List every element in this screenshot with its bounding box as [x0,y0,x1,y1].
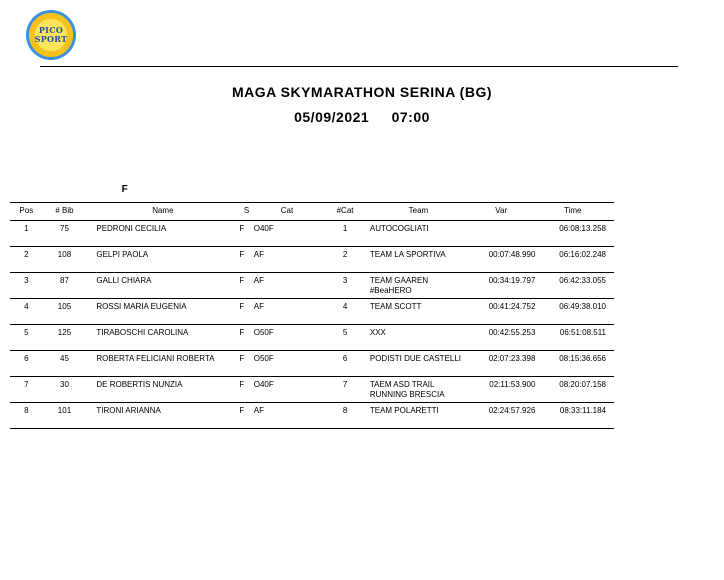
event-datetime [0,109,724,125]
event-time: 07:00 [391,109,430,125]
cell-category-rank: 5 [320,325,370,351]
cell-pos: 2 [10,247,43,273]
cell-team: TEAM LA SPORTIVA [370,247,467,273]
cell-name: GALLI CHIARA [86,273,239,299]
cell-gap: 02:11:53.900 [467,377,539,403]
table-row [10,403,614,429]
cell-bib: 101 [43,403,87,429]
cell-time: 06:51:08.511 [539,325,614,351]
cell-pos: 5 [10,325,43,351]
cell-name: ROBERTA FELICIANI ROBERTA [86,351,239,377]
cell-team: TEAM SCOTT [370,299,467,325]
table-row [10,273,614,299]
table-row [10,299,614,325]
cell-category: O50F [254,325,321,351]
results-table [10,180,614,429]
cell-category-rank: 6 [320,351,370,377]
cell-pos: 7 [10,377,43,403]
cell-team: TAEM ASD TRAIL RUNNING BRESCIA [370,377,467,403]
cell-pos: 3 [10,273,43,299]
table-header-row [10,203,614,221]
header-time: Time [539,203,614,221]
cell-time: 08:20:07.158 [539,377,614,403]
cell-gap: 00:07:48.990 [467,247,539,273]
cell-sex: F [239,247,253,273]
cell-sex: F [239,325,253,351]
header-team: Team [370,203,467,221]
table-row [10,325,614,351]
cell-gap [467,221,539,247]
header-gap: Var [467,203,539,221]
event-title: MAGA SKYMARATHON SERINA (BG) [231,84,493,100]
event-date: 05/09/2021 [294,109,370,125]
cell-bib: 30 [43,377,87,403]
cell-category: AF [254,403,321,429]
cell-sex: F [239,351,253,377]
cell-category-rank: 1 [320,221,370,247]
cell-bib: 75 [43,221,87,247]
cell-category-rank: 7 [320,377,370,403]
header-name: Name [86,203,239,221]
header-category: Cat [254,203,321,221]
cell-category: O40F [254,221,321,247]
cell-gap: 02:24:57.926 [467,403,539,429]
cell-sex: F [239,273,253,299]
cell-bib: 105 [43,299,87,325]
header-pos: Pos [10,203,43,221]
group-label: F [121,184,128,195]
cell-time: 06:08:13.258 [539,221,614,247]
cell-category: AF [254,299,321,325]
cell-sex: F [239,221,253,247]
cell-gap: 00:34:19.797 [467,273,539,299]
cell-team: TEAM POLARETTI [370,403,467,429]
cell-time: 06:49:38.010 [539,299,614,325]
cell-time: 06:42:33.055 [539,273,614,299]
cell-pos: 1 [10,221,43,247]
table-row [10,351,614,377]
cell-sex: F [239,299,253,325]
pico-sport-logo [26,10,76,60]
cell-time: 08:33:11.184 [539,403,614,429]
cell-category: O50F [254,351,321,377]
cell-category-rank: 8 [320,403,370,429]
cell-time: 06:16:02.248 [539,247,614,273]
cell-category: AF [254,273,321,299]
cell-bib: 45 [43,351,87,377]
cell-team: XXX [370,325,467,351]
cell-team: TEAM GAAREN #BeaHERO [370,273,467,299]
cell-gap: 02:07:23.398 [467,351,539,377]
cell-name: TIRONI ARIANNA [86,403,239,429]
cell-sex: F [239,403,253,429]
cell-bib: 108 [43,247,87,273]
cell-team: AUTOCOGLIATI [370,221,467,247]
cell-category-rank: 4 [320,299,370,325]
header-category-rank: #Cat [320,203,370,221]
cell-pos: 4 [10,299,43,325]
cell-name: ROSSI MARIA EUGENIA [86,299,239,325]
header-bib: # Bib [43,203,87,221]
cell-name: PEDRONI CECILIA [86,221,239,247]
cell-pos: 8 [10,403,43,429]
cell-name: DE ROBERTIS NUNZIA [86,377,239,403]
cell-team: PODISTI DUE CASTELLI [370,351,467,377]
cell-bib: 125 [43,325,87,351]
logo-text-line1: PICO [38,25,64,35]
header-rule [40,66,678,67]
table-row [10,247,614,273]
logo-text-line2: SPORT [34,34,68,44]
cell-category-rank: 3 [320,273,370,299]
cell-category-rank: 2 [320,247,370,273]
table-row [10,221,614,247]
cell-name: TIRABOSCHI CAROLINA [86,325,239,351]
cell-gap: 00:41:24.752 [467,299,539,325]
cell-gap: 00:42:55.253 [467,325,539,351]
cell-name: GELPI PAOLA [86,247,239,273]
cell-pos: 6 [10,351,43,377]
cell-bib: 87 [43,273,87,299]
cell-category: O40F [254,377,321,403]
cell-time: 08:15:36.656 [539,351,614,377]
cell-category: AF [254,247,321,273]
cell-sex: F [239,377,253,403]
header-sex: S [239,203,253,221]
table-row [10,377,614,403]
